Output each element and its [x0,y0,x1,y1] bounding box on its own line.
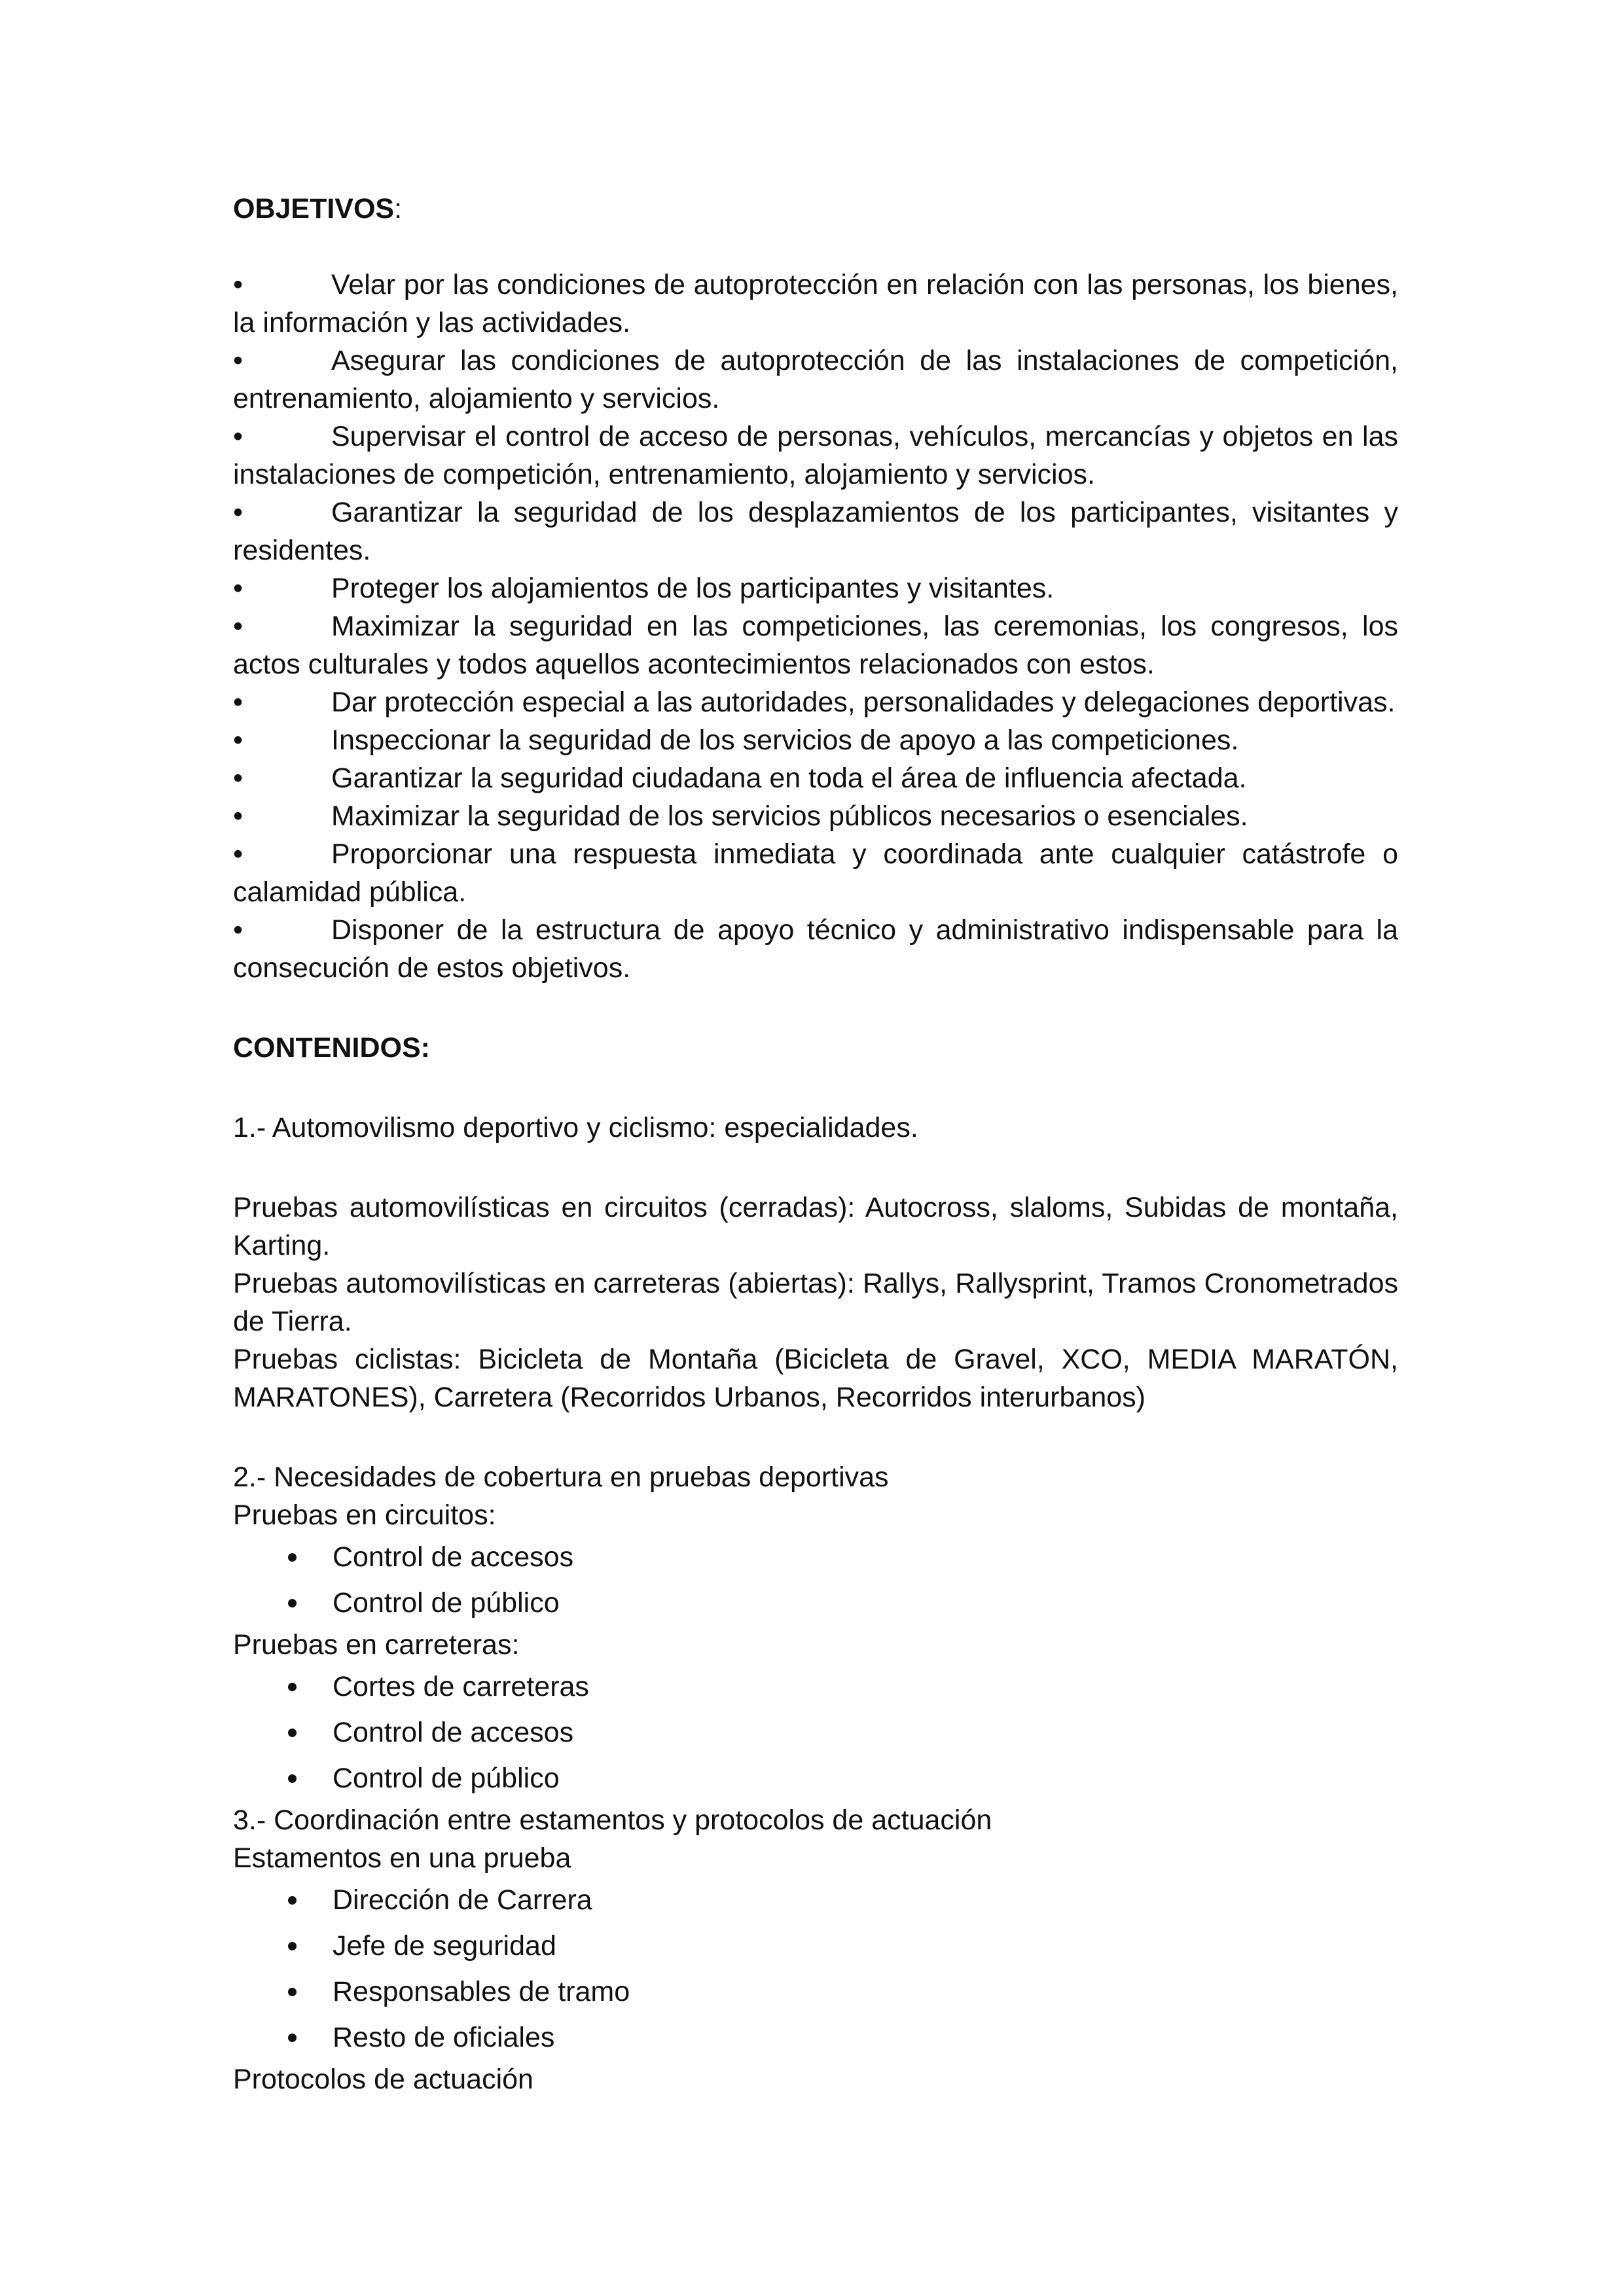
section-3-title: 3.- Coordinación entre estamentos y protocolos de actuación [233,1804,992,1836]
list-item: Control de público [233,1580,1398,1626]
objetivo-item: • Supervisar el control de acceso de personas, vehículos, mercancías y objetos en las instalaciones de competición, entrenamiento, alojamiento y servicios. [233,421,1398,490]
circuitos-list [233,1534,1398,1626]
estamentos-label: Estamentos en una prueba [233,1842,571,1874]
bullet-icon [288,2034,297,2042]
objetivo-item: • Velar por las condiciones de autoprotección en relación con las personas, los bienes, la información y las actividades. [233,269,1398,338]
objetivo-item: • Garantizar la seguridad de los desplazamientos de los participantes, visitantes y residentes. [233,497,1398,566]
section-1-paragraph: Pruebas automovilísticas en circuitos (cerradas): Autocross, slaloms, Subidas de montaña, Karting. [233,1192,1398,1261]
list-item: Responsables de tramo [233,1969,1398,2015]
bullet-icon [288,1774,297,1783]
contenidos-heading: CONTENIDOS: [233,1032,430,1064]
objetivo-item: • Asegurar las condiciones de autoprotección de las instalaciones de competición, entrenamiento, alojamiento y servicios. [233,345,1398,414]
objetivo-item: • Proporcionar una respuesta inmediata y coordinada ante cualquier catástrofe o calamidad pública. [233,838,1398,908]
objetivo-item: • Proteger los alojamientos de los participantes y visitantes. [233,573,1055,604]
circuitos-label: Pruebas en circuitos: [233,1499,496,1531]
list-item: Jefe de seguridad [233,1923,1398,1969]
list-item: Cortes de carreteras [233,1664,1398,1710]
bullet-icon [288,1683,297,1691]
objetivo-item: • Disponer de la estructura de apoyo técnico y administrativo indispensable para la consecución de estos objetivos. [233,914,1398,984]
objetivo-item: • Garantizar la seguridad ciudadana en toda el área de influencia afectada. [233,762,1247,794]
bullet-icon [288,1729,297,1737]
objetivos-list [233,266,1398,987]
list-item: Dirección de Carrera [233,1877,1398,1923]
objetivo-item: • Dar protección especial a las autoridades, personalidades y delegaciones deportivas. [233,687,1396,718]
list-item: Control de accesos [233,1534,1398,1580]
bullet-icon [288,1553,297,1562]
bullet-icon [288,1988,297,1996]
objetivo-item: • Inspeccionar la seguridad de los servicios de apoyo a las competiciones. [233,725,1239,756]
section-2-title: 2.- Necesidades de cobertura en pruebas deportivas [233,1462,889,1493]
carreteras-list [233,1664,1398,1801]
document-page [233,190,1398,2098]
list-item: Control de accesos [233,1710,1398,1755]
objetivos-heading: OBJETIVOS: [233,193,403,224]
bullet-icon [288,1942,297,1950]
section-1-paragraph: Pruebas ciclistas: Bicicleta de Montaña (Bicicleta de Gravel, XCO, MEDIA MARATÓN, MARATONES), Carretera (Recorridos Urbanos, Recorridos interurbanos) [233,1344,1398,1413]
carreteras-label: Pruebas en carreteras: [233,1629,520,1660]
list-item: Resto de oficiales [233,2015,1398,2060]
bullet-icon [288,1599,297,1607]
estamentos-list [233,1877,1398,2060]
protocolos-label: Protocolos de actuación [233,2064,533,2095]
objetivo-item: • Maximizar la seguridad en las competiciones, las ceremonias, los congresos, los actos culturales y todos aquellos acontecimientos relacionados con estos. [233,611,1398,680]
bullet-icon [288,1896,297,1905]
objetivo-item: • Maximizar la seguridad de los servicios públicos necesarios o esenciales. [233,800,1248,832]
list-item: Control de público [233,1755,1398,1801]
section-1-title: 1.- Automovilismo deportivo y ciclismo: especialidades. [233,1112,918,1143]
section-1-paragraph: Pruebas automovilísticas en carreteras (abiertas): Rallys, Rallysprint, Tramos Cronometrados de Tierra. [233,1268,1398,1337]
